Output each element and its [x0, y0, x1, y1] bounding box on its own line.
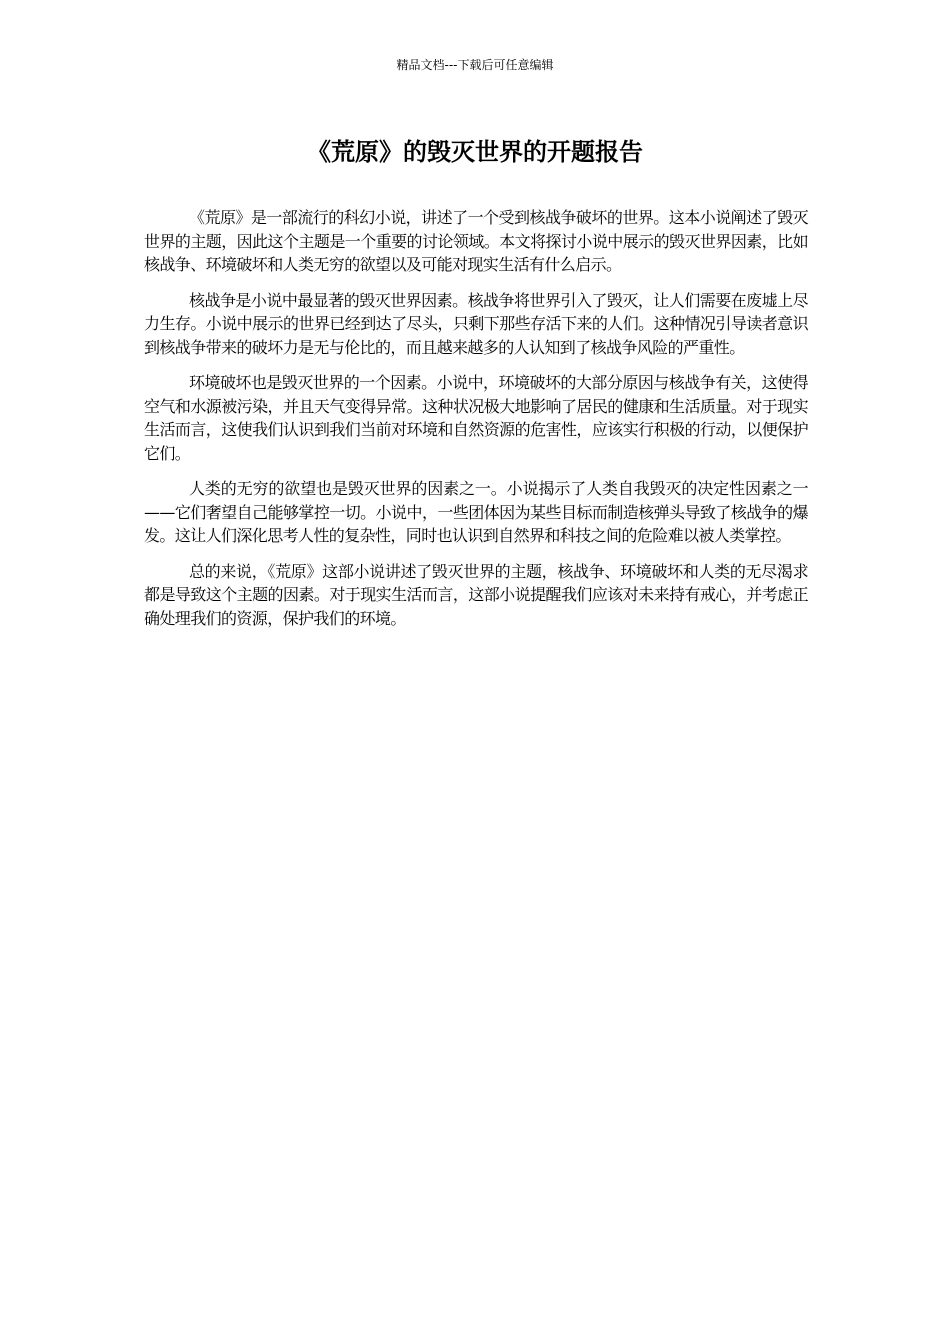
paragraph-nuclear-war: 核战争是小说中最显著的毁灭世界因素。核战争将世界引入了毁灭，让人们需要在废墟上尽力生存。小说中展示的世界已经到达了尽头，只剩下那些存活下来的人们。这种情况引导读者意识到核战争带来的破坏力是无与伦比的，而且越来越多的人认知到了核战争风险的严重性。: [144, 290, 808, 357]
document-title: 《荒原》的毁灭世界的开题报告: [307, 138, 643, 166]
document-body: [144, 206, 808, 642]
header-note: 精品文档---下载后可任意编辑: [396, 58, 554, 72]
paragraph-environment: 环境破坏也是毁灭世界的一个因素。小说中，环境破坏的大部分原因与核战争有关，这使得空气和水源被污染，并且天气变得异常。这种状况极大地影响了居民的健康和生活质量。对于现实生活而言，这使我们认识到我们当前对环境和自然资源的危害性，应该实行积极的行动，以便保护它们。: [144, 373, 808, 463]
paragraph-conclusion: 总的来说，《荒原》这部小说讲述了毁灭世界的主题，核战争、环境破坏和人类的无尽渴求都是导致这个主题的因素。对于现实生活而言，这部小说提醒我们应该对未来持有戒心，并考虑正确处理我们的资源，保护我们的环境。: [144, 561, 808, 628]
paragraph-intro: 《荒原》是一部流行的科幻小说，讲述了一个受到核战争破坏的世界。这本小说阐述了毁灭世界的主题，因此这个主题是一个重要的讨论领域。本文将探讨小说中展示的毁灭世界因素，比如核战争、环境破坏和人类无穷的欲望以及可能对现实生活有什么启示。: [144, 208, 808, 274]
paragraph-human-desire: 人类的无穷的欲望也是毁灭世界的因素之一。小说揭示了人类自我毁灭的决定性因素之一——它们奢望自己能够掌控一切。小说中，一些团体因为某些目标而制造核弹头导致了核战争的爆发。这让人们深化思考人性的复杂性，同时也认识到自然界和科技之间的危险难以被人类掌控。: [144, 479, 808, 545]
